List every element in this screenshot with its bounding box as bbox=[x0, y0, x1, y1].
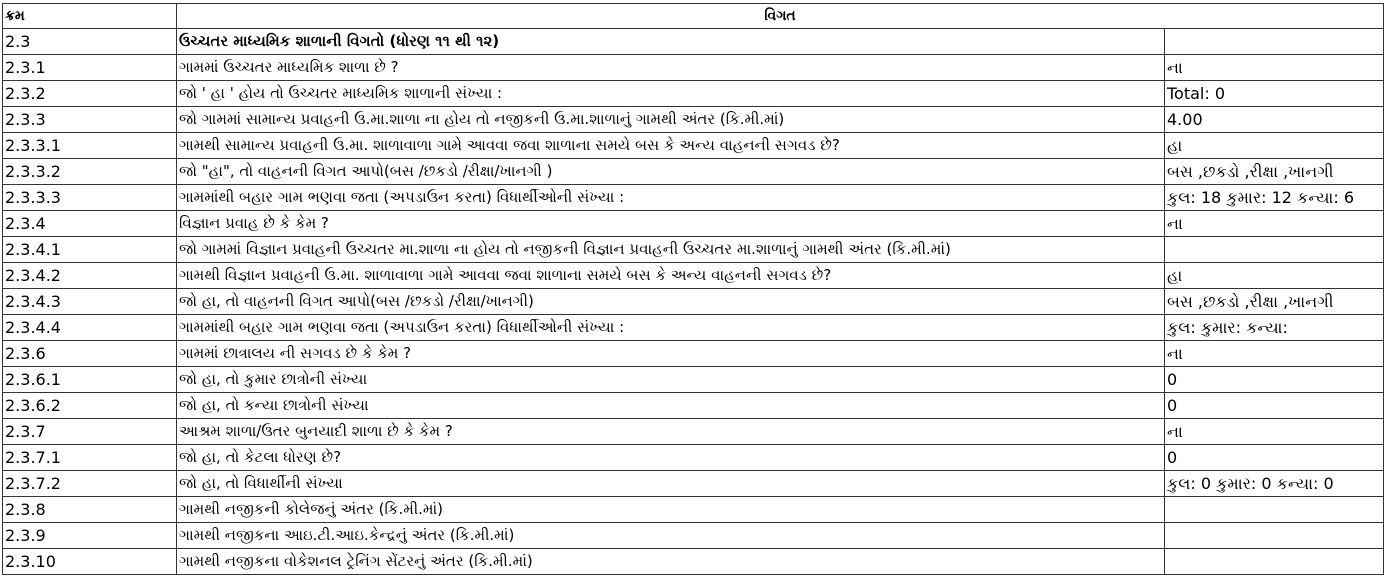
row-id: 2.3.3.3 bbox=[3, 185, 177, 211]
row-question: ગામથી નજીકના આઇ.ટી.આઇ.કેન્દ્રનું અંતર (કિ.મી.માં) bbox=[177, 523, 1165, 549]
row-value: 4.00 bbox=[1165, 107, 1384, 133]
row-id: 2.3.7.1 bbox=[3, 445, 177, 471]
table-row bbox=[3, 523, 1384, 549]
row-value: ના bbox=[1165, 419, 1384, 445]
column-header-id: ક્રમ bbox=[3, 4, 177, 29]
row-value: ના bbox=[1165, 211, 1384, 237]
row-question: ઉચ્ચતર માધ્યમિક શાળાની વિગતો (ધોરણ ૧૧ થી ૧૨) bbox=[177, 29, 1165, 55]
row-question: ગામમાં છાત્રાલય ની સગવડ છે કે કેમ ? bbox=[177, 341, 1165, 367]
row-id: 2.3.2 bbox=[3, 81, 177, 107]
row-id: 2.3.3.2 bbox=[3, 159, 177, 185]
row-value: બસ ,છકડો ,રીક્ષા ,ખાનગી bbox=[1165, 289, 1384, 315]
column-header-detail: વિગત bbox=[177, 4, 1384, 29]
row-value: કુલ: 0 કુમાર: 0 કન્યા: 0 bbox=[1165, 471, 1384, 497]
row-id: 2.3.4 bbox=[3, 211, 177, 237]
table-row bbox=[3, 185, 1384, 211]
row-id: 2.3.10 bbox=[3, 549, 177, 575]
row-value: કુલ: 18 કુમાર: 12 કન્યા: 6 bbox=[1165, 185, 1384, 211]
row-id: 2.3.4.4 bbox=[3, 315, 177, 341]
row-id: 2.3.4.3 bbox=[3, 289, 177, 315]
row-id: 2.3.3 bbox=[3, 107, 177, 133]
table-row bbox=[3, 133, 1384, 159]
table-row bbox=[3, 445, 1384, 471]
table-row bbox=[3, 107, 1384, 133]
table-row bbox=[3, 29, 1384, 55]
row-value: ના bbox=[1165, 55, 1384, 81]
table-row bbox=[3, 497, 1384, 523]
row-value: હા bbox=[1165, 263, 1384, 289]
table-row bbox=[3, 549, 1384, 575]
row-value bbox=[1165, 549, 1384, 575]
table-row bbox=[3, 315, 1384, 341]
table-row bbox=[3, 289, 1384, 315]
table-row bbox=[3, 341, 1384, 367]
table-row bbox=[3, 471, 1384, 497]
row-question: જો ગામમાં વિજ્ઞાન પ્રવાહની ઉચ્ચતર મા.શાળા ના હોય તો નજીકની વિજ્ઞાન પ્રવાહની ઉચ્ચતર મા.શાળાનું ગામથી અંતર (કિ.મી.માં) bbox=[177, 237, 1165, 263]
row-id: 2.3.8 bbox=[3, 497, 177, 523]
row-value: 0 bbox=[1165, 393, 1384, 419]
row-value: હા bbox=[1165, 133, 1384, 159]
row-question: જો હા, તો કન્યા છાત્રોની સંખ્યા bbox=[177, 393, 1165, 419]
table-row bbox=[3, 237, 1384, 263]
row-question: ગામથી વિજ્ઞાન પ્રવાહની ઉ.મા. શાળાવાળા ગામે આવવા જવા શાળાના સમયે બસ કે અન્ય વાહનની સગવડ છે? bbox=[177, 263, 1165, 289]
row-value: Total: 0 bbox=[1165, 81, 1384, 107]
table-row bbox=[3, 393, 1384, 419]
row-question: ગામમાંથી બહાર ગામ ભણવા જતા (અપડાઉન કરતા) વિધાર્થીઓની સંખ્યા : bbox=[177, 185, 1165, 211]
row-question: આશ્રમ શાળા/ઉતર બુનયાદી શાળા છે કે કેમ ? bbox=[177, 419, 1165, 445]
row-question: જો હા, તો કેટલા ધોરણ છે? bbox=[177, 445, 1165, 471]
row-value bbox=[1165, 237, 1384, 263]
row-id: 2.3 bbox=[3, 29, 177, 55]
row-question: જો ગામમાં સામાન્ય પ્રવાહની ઉ.મા.શાળા ના હોય તો નજીકની ઉ.મા.શાળાનું ગામથી અંતર (કિ.મી.માં) bbox=[177, 107, 1165, 133]
table-header-row bbox=[3, 4, 1384, 29]
row-id: 2.3.6.2 bbox=[3, 393, 177, 419]
row-question: ગામથી નજીકની કોલેજનું અંતર (કિ.મી.માં) bbox=[177, 497, 1165, 523]
table-row bbox=[3, 211, 1384, 237]
table-row bbox=[3, 263, 1384, 289]
row-id: 2.3.7.2 bbox=[3, 471, 177, 497]
row-value bbox=[1165, 523, 1384, 549]
row-question: જો હા, તો વિધાર્થીની સંખ્યા bbox=[177, 471, 1165, 497]
row-question: ગામમાંથી બહાર ગામ ભણવા જતા (અપડાઉન કરતા) વિધાર્થીઓની સંખ્યા : bbox=[177, 315, 1165, 341]
row-question: જો "હા", તો વાહનની વિગત આપો(બસ /છકડો /રીક્ષા/ખાનગી ) bbox=[177, 159, 1165, 185]
table-row bbox=[3, 81, 1384, 107]
row-question: ગામથી સામાન્ય પ્રવાહની ઉ.મા. શાળાવાળા ગામે આવવા જવા શાળાના સમયે બસ કે અન્ય વાહનની સગવડ છે? bbox=[177, 133, 1165, 159]
row-value: ના bbox=[1165, 341, 1384, 367]
row-id: 2.3.4.2 bbox=[3, 263, 177, 289]
row-id: 2.3.6.1 bbox=[3, 367, 177, 393]
row-id: 2.3.4.1 bbox=[3, 237, 177, 263]
row-question: વિજ્ઞાન પ્રવાહ છે કે કેમ ? bbox=[177, 211, 1165, 237]
table-row bbox=[3, 419, 1384, 445]
row-question: ગામથી નજીકના વોકેશનલ ટ્રેનિંગ સેંટરનું અંતર (કિ.મી.માં) bbox=[177, 549, 1165, 575]
row-id: 2.3.9 bbox=[3, 523, 177, 549]
row-value: કુલ: કુમાર: કન્યા: bbox=[1165, 315, 1384, 341]
row-id: 2.3.7 bbox=[3, 419, 177, 445]
row-id: 2.3.1 bbox=[3, 55, 177, 81]
row-value: બસ ,છકડો ,રીક્ષા ,ખાનગી bbox=[1165, 159, 1384, 185]
table-row bbox=[3, 55, 1384, 81]
row-question: ગામમાં ઉચ્ચતર માધ્યમિક શાળા છે ? bbox=[177, 55, 1165, 81]
row-id: 2.3.3.1 bbox=[3, 133, 177, 159]
row-id: 2.3.6 bbox=[3, 341, 177, 367]
row-value bbox=[1165, 29, 1384, 55]
row-question: જો હા, તો વાહનની વિગત આપો(બસ /છકડો /રીક્ષા/ખાનગી) bbox=[177, 289, 1165, 315]
row-value bbox=[1165, 497, 1384, 523]
details-table bbox=[2, 3, 1384, 575]
table-row bbox=[3, 159, 1384, 185]
row-question: જો ' હા ' હોય તો ઉચ્ચતર માધ્યમિક શાળાની સંખ્યા : bbox=[177, 81, 1165, 107]
row-question: જો હા, તો કુમાર છાત્રોની સંખ્યા bbox=[177, 367, 1165, 393]
table-row bbox=[3, 367, 1384, 393]
row-value: 0 bbox=[1165, 445, 1384, 471]
row-value: 0 bbox=[1165, 367, 1384, 393]
